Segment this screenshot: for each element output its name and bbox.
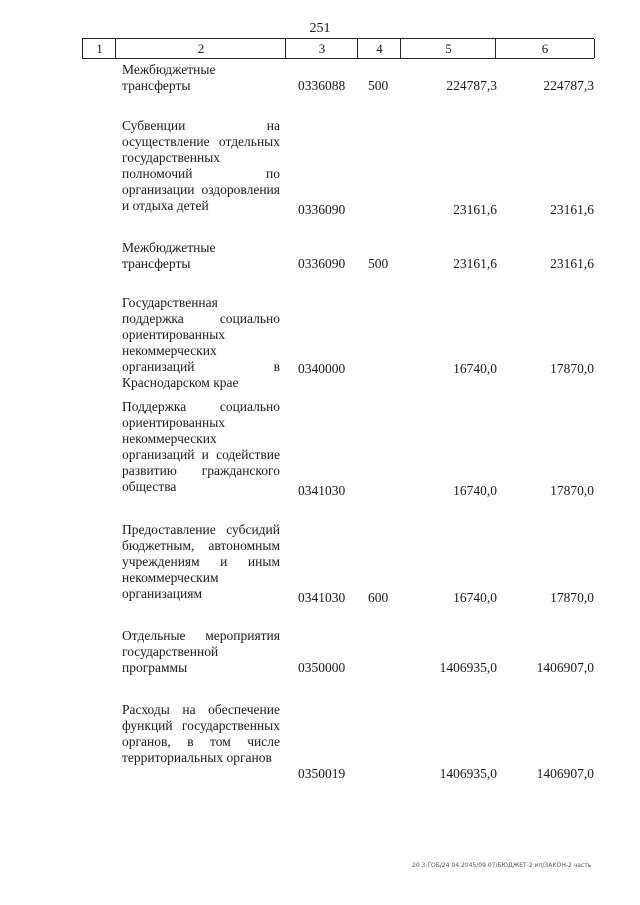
header-col-5: 5 [400, 39, 496, 58]
row-code: 0336088 [298, 78, 346, 93]
header-col-4: 4 [357, 39, 401, 58]
row-name: Субвенции на осуществление отдельных государственных полномочий по организации оздоровления и отдыха детей [122, 118, 280, 213]
row-value-5: 23161,6 [453, 256, 497, 271]
header-col-1: 1 [82, 39, 116, 58]
row-code: 0341030 [298, 590, 346, 605]
row-name: Расходы на обеспечение функций государственных органов, в том числе территориальных органов [122, 702, 280, 765]
page-number: 251 [309, 21, 331, 36]
row-name: Поддержка социально ориентированных некоммерческих организаций и содействие развитию гражданского общества [122, 399, 280, 494]
row-name: Предоставление субсидий бюджетным, автономным учреждениям и иным некоммерческим организациям [122, 522, 280, 601]
footer-file-stamp: 20 3:ГОБ/24 04.2045/09 07/БЮДЖЕТ-2 ип/ЗАКОН-2 часть [412, 862, 592, 869]
table-row [0, 702, 640, 787]
header-col-3: 3 [285, 39, 358, 58]
row-value-6: 17870,0 [550, 590, 594, 605]
row-value-6: 224787,3 [543, 78, 594, 93]
row-value-5: 224787,3 [446, 78, 497, 93]
table-row [0, 522, 640, 607]
table-row [0, 240, 640, 280]
row-value-5: 1406935,0 [439, 766, 497, 781]
row-value-5: 16740,0 [453, 590, 497, 605]
row-vr: 500 [368, 256, 389, 271]
row-code: 0341030 [298, 483, 346, 498]
row-value-5: 16740,0 [453, 483, 497, 498]
row-name: Отдельные мероприятия государственной программы [122, 628, 280, 675]
row-code: 0336090 [298, 202, 346, 217]
row-name: Государственная поддержка социально ориентированных некоммерческих организаций в Краснодарском крае [122, 295, 280, 390]
table-row [0, 295, 640, 390]
row-value-5: 1406935,0 [439, 660, 497, 675]
row-code: 0340000 [298, 361, 346, 376]
row-value-6: 17870,0 [550, 483, 594, 498]
header-col-6: 6 [495, 39, 595, 58]
row-value-6: 1406907,0 [536, 660, 594, 675]
table-row [0, 628, 640, 683]
table-row [0, 118, 640, 218]
row-value-6: 23161,6 [550, 256, 594, 271]
row-value-5: 16740,0 [453, 361, 497, 376]
row-code: 0336090 [298, 256, 346, 271]
row-name: Межбюджетные трансферты [122, 240, 216, 271]
table-header [82, 38, 594, 59]
row-value-6: 23161,6 [550, 202, 594, 217]
table-row [0, 399, 640, 499]
header-col-2: 2 [115, 39, 286, 58]
table-row [0, 62, 640, 102]
row-vr: 600 [368, 590, 389, 605]
row-value-6: 1406907,0 [536, 766, 594, 781]
row-name: Межбюджетные трансферты [122, 62, 216, 93]
row-value-6: 17870,0 [550, 361, 594, 376]
row-code: 0350019 [298, 766, 346, 781]
row-vr: 500 [368, 78, 389, 93]
row-code: 0350000 [298, 660, 346, 675]
row-value-5: 23161,6 [453, 202, 497, 217]
